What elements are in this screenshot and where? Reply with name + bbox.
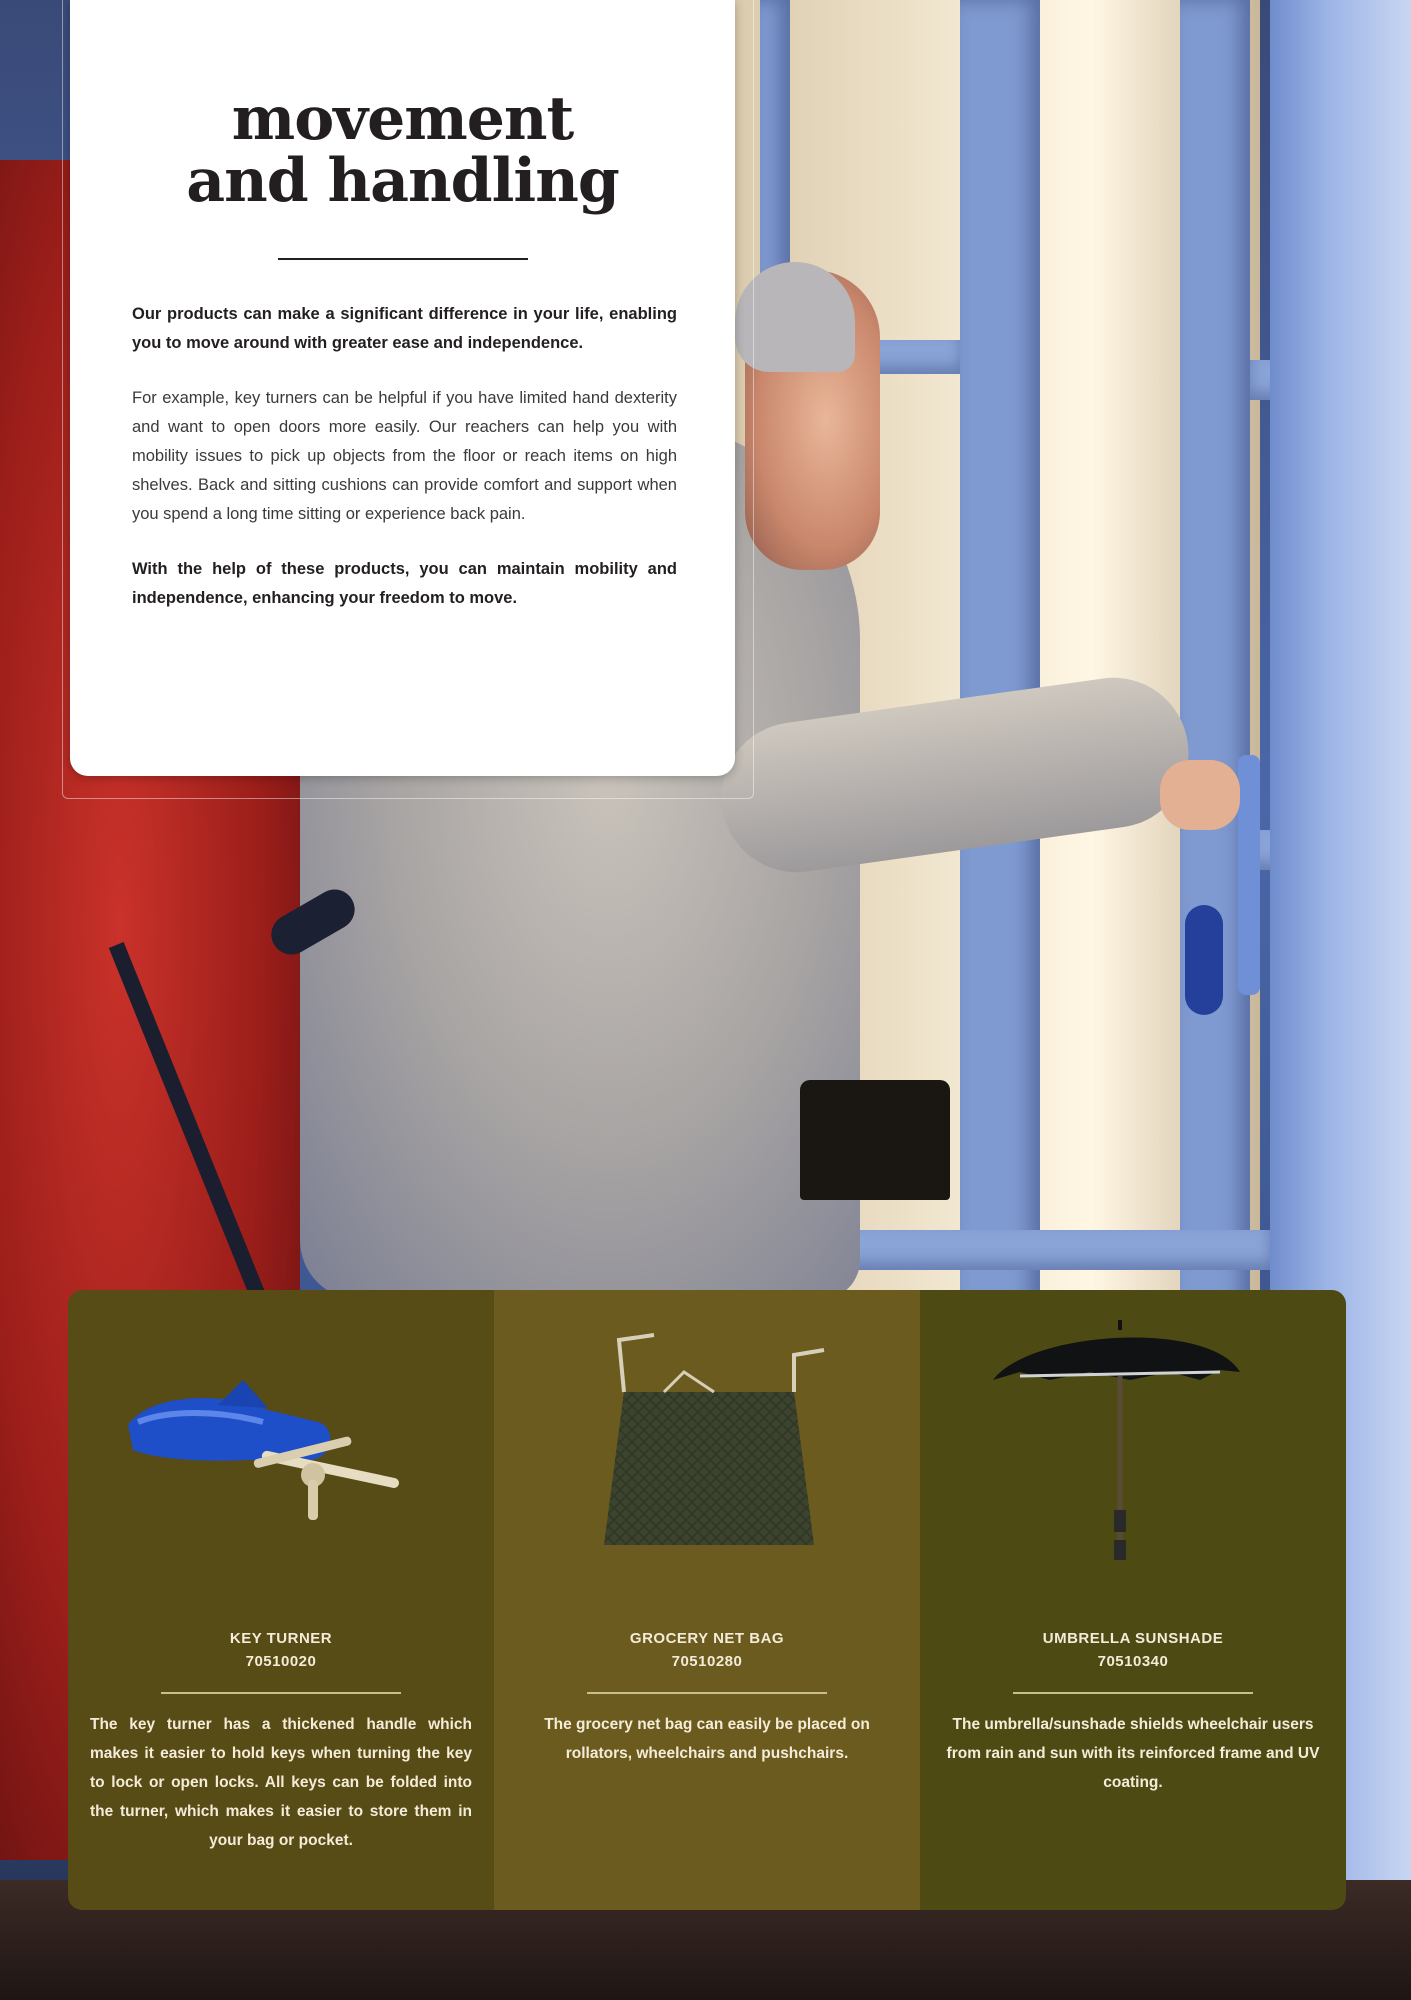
product-name: GROCERY NET BAG <box>629 1630 785 1647</box>
shopping-bag <box>800 1080 950 1200</box>
title-divider <box>278 258 528 260</box>
key-turner-icon <box>68 1310 494 1610</box>
product-name: KEY TURNER <box>229 1630 333 1647</box>
product-divider <box>587 1692 827 1694</box>
product-card-grocery-net-bag <box>494 1290 920 1910</box>
key-turner-in-use <box>1185 905 1223 1015</box>
title-line-1: movement <box>231 84 574 154</box>
intro-paragraph: With the help of these products, you can maintain mobility and independence, enhancing your freedom to move. <box>132 560 677 607</box>
intro-card <box>70 0 735 776</box>
product-description: The key turner has a thickened handle which makes it easier to hold keys when turning the key to lock or open locks. All keys can be folded into the turner, which makes it easier to store them in your bag or pocket. <box>90 1716 472 1849</box>
product-code: 70510280 <box>671 1653 743 1670</box>
product-code: 70510340 <box>1097 1653 1169 1670</box>
product-divider <box>161 1692 401 1694</box>
intro-paragraph: Our products can make a significant difference in your life, enabling you to move around with greater ease and independence. <box>132 305 677 352</box>
product-description: The umbrella/sunshade shields wheelchair users from rain and sun with its reinforced frame and UV coating. <box>946 1716 1320 1791</box>
product-card-key-turner <box>68 1290 494 1910</box>
umbrella-icon <box>920 1310 1346 1610</box>
product-name: UMBRELLA SUNSHADE <box>1042 1630 1224 1647</box>
person-hand <box>1160 760 1240 830</box>
door-frame <box>790 1230 1270 1270</box>
title-line-2: and handling <box>186 146 619 216</box>
door-frame <box>960 0 1040 1320</box>
page-title <box>70 84 735 216</box>
product-panel <box>68 1290 1346 1910</box>
net-bag-icon <box>494 1310 920 1610</box>
intro-paragraph: For example, key turners can be helpful if you have limited hand dexterity and want to open doors more easily. Our reachers can help you with mobility issues to pick up objects from the floor or reach items on high shelves. Back and sitting cushions can provide comfort and support when you spend a long time sitting or experience back pain. <box>132 389 677 523</box>
intro-text <box>132 300 677 639</box>
product-code: 70510020 <box>245 1653 317 1670</box>
door-frame <box>1180 0 1250 1320</box>
product-card-umbrella-sunshade <box>920 1290 1346 1910</box>
product-divider <box>1013 1692 1253 1694</box>
product-description: The grocery net bag can easily be placed on rollators, wheelchairs and pushchairs. <box>544 1716 870 1762</box>
door-handle <box>1238 755 1260 995</box>
